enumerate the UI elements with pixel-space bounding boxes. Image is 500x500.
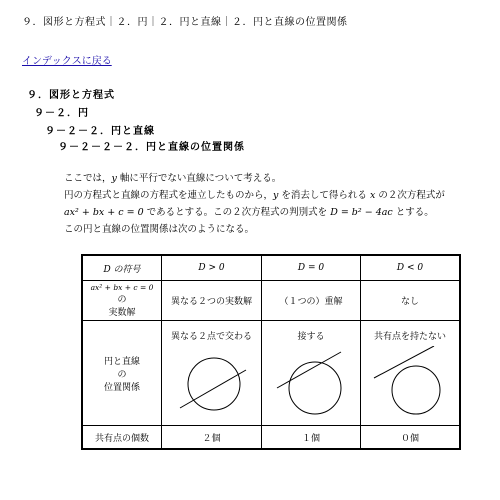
cell-d-sign-label: D の符号 [82,255,162,281]
table-row-position [82,321,460,426]
circle-line-relation-table [81,254,461,450]
para-line-3: ax² + bx + c = 0 であるとする。この２次方程式の判別式を D = b² − 4ac とする。 [64,207,434,218]
back-to-index-link[interactable]: インデックスに戻る [22,56,112,67]
tangent-line-circle-figure [271,346,351,418]
para-line-1: ここでは，y 軸に平行でない直線について考える。 [64,173,282,184]
cell-count-label: 共有点の個数 [82,426,162,450]
cell-position-intersect: 異なる２点で交わる [162,321,262,426]
cell-position-no-contact: 共有点を持たない [361,321,461,426]
cell-d-zero: D = 0 [262,255,361,281]
cell-count-one: １個 [262,426,361,450]
heading-topic: ９－２－２－２．円と直線の位置関係 [58,142,245,153]
cell-position-label: 円と直線 の 位置関係 [82,321,162,426]
breadcrumb: ９．図形と方程式｜２．円｜２．円と直線｜２．円と直線の位置関係 [22,17,348,28]
quadratic-equation: ax² + bx + c = 0 [64,207,144,218]
cell-count-zero: ０個 [361,426,461,450]
intersecting-line-circle-figure [172,346,252,418]
separate-line-circle-figure [370,346,450,418]
cell-d-negative: D < 0 [361,255,461,281]
cell-solutions-label: ax² + bx + c = 0 の 実数解 [82,281,162,321]
heading-section: ９－２．円 [34,108,89,119]
para-line-2: 円の方程式と直線の方程式を連立したものから，y を消去して得られる x の２次方程式が [64,190,445,201]
para-line-4: この円と直線の位置関係は次のようになる。 [64,224,255,235]
cell-position-tangent: 接する [262,321,361,426]
heading-chapter: ９．図形と方程式 [27,90,115,101]
table-row-solutions [82,281,460,321]
cell-solutions-two: 異なる２つの実数解 [162,281,262,321]
cell-solutions-double: （１つの）重解 [262,281,361,321]
heading-subsection: ９－２－２．円と直線 [45,126,155,137]
cell-solutions-none: なし [361,281,461,321]
table-row-count [82,426,460,450]
cell-count-two: ２個 [162,426,262,450]
discriminant-formula: D = b² − 4ac [330,207,393,218]
cell-d-positive: D > 0 [162,255,262,281]
table-row-header [82,255,460,281]
explanation-paragraph [64,170,494,238]
